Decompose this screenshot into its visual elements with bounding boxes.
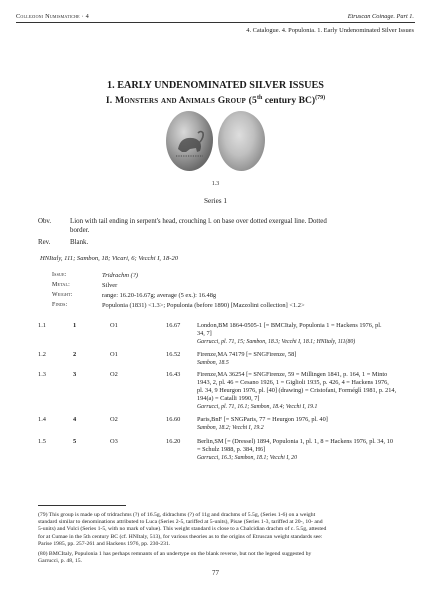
running-header-left: Collezioni Numismatiche · 4 xyxy=(16,13,89,20)
location-line: Firenze,MA 74179 [= SNGFirenze, 58] xyxy=(197,351,297,358)
page-number: 77 xyxy=(212,569,219,577)
section-title: 1. EARLY UNDENOMINATED SILVER ISSUES xyxy=(107,80,324,91)
footnote-79 xyxy=(38,512,416,548)
footnote-80 xyxy=(38,551,416,565)
obverse-text-cont: border. xyxy=(70,227,90,234)
subtitle-tail: century BC) xyxy=(262,95,316,107)
table-row-die: O1 xyxy=(110,322,118,329)
series-heading: Series 1 xyxy=(204,197,227,205)
literature-line: Garrucci, pl. 71, 16.1; Sambon, 18.4; Vecchi I, 19.1 xyxy=(197,404,318,410)
table-row-number: 1 xyxy=(73,322,77,329)
issue-value: Tridrachm (?) xyxy=(102,272,139,279)
footnote-line: for at Cumae in the 5th century BC (cf. HNItaly, 513), for various theories as to the origins of Etruscan weight standards see: xyxy=(38,533,323,540)
obverse-text: Lion with tail ending in serpent's head, crouching l. on base over dotted exergual line. Dotted xyxy=(70,218,327,225)
footnote-line: (79) This group is made up of tridrachms (?) of 16.5g, didrachms (?) of 11g and drachms of 5.5g, (Series 1-6) on a weight xyxy=(38,512,316,518)
footnote-line: Garrucci, p. 48, 15. xyxy=(38,558,83,565)
plate-label: 1.3 xyxy=(211,181,220,187)
weight-value: range: 16.20-16.67g; average (5 ex.): 16.48g xyxy=(102,292,217,299)
footnote-line: 5-units) and Vulci (Series 1-5, with no mark of value). This weight standard is close to a Chalcidian drachm of c. 5.5g, attested xyxy=(38,526,327,533)
references-line: HNItaly, 111; Sambon, 18; Vicari, 6; Vecchi I, 18-20 xyxy=(40,255,179,262)
table-row-location xyxy=(197,416,417,432)
footnote-line: Parise 1985, pp. 257-261 and Hackens 1976, pp. 230-231. xyxy=(38,540,171,547)
table-row-location xyxy=(197,438,417,462)
table-row-weight: 16.52 xyxy=(166,351,181,358)
issue-label: Issue: xyxy=(52,272,67,278)
table-row-die: O2 xyxy=(110,416,118,423)
table-row-number: 5 xyxy=(73,438,77,445)
location-line: pl. 34, 9 Heurgon 1976, pl. [40] (drawing) = Cristofani, Forméglì 1981, p. 214, xyxy=(197,387,397,394)
table-row-location xyxy=(197,351,417,367)
literature-line: Garrucci, pl. 71, 15; Sambon, 18.3; Vecchi I, 18.1; HNItaly, 111(80) xyxy=(197,339,356,345)
location-line: 34, 7] xyxy=(197,330,212,337)
table-row-id: 1.5 xyxy=(38,438,46,445)
subtitle-sup: th xyxy=(257,95,263,101)
literature-line: Sambon, 18.5 xyxy=(197,360,229,366)
reverse-label: Rev. xyxy=(38,239,51,246)
table-row-die: O2 xyxy=(110,371,118,378)
table-row-number: 2 xyxy=(73,351,77,358)
literature-line: Garrucci, 16.3; Sambon, 18.1; Vecchi I, 20 xyxy=(197,455,297,461)
finds-label: Finds: xyxy=(52,302,68,308)
section-subtitle xyxy=(0,95,431,106)
location-line: Berlin,SM [= (Dressel) 1894, Populonia 1, pl. 1, 8 = Hackens 1976, pl. 34, 10 xyxy=(197,438,393,445)
table-row-die: O3 xyxy=(110,438,118,445)
breadcrumb: 4. Catalogue. 4. Populonia. 1. Early Undenominated Silver Issues xyxy=(246,27,414,34)
footnote-rule xyxy=(38,505,126,506)
location-line: Firenze,MA 36254 [= SNGFirenze, 59 = Millingen 1841, p. 164, 1 = Minto xyxy=(197,371,388,378)
table-row-id: 1.4 xyxy=(38,416,46,423)
obverse-description xyxy=(70,217,420,235)
header-rule xyxy=(16,22,415,23)
table-row-location xyxy=(197,322,417,346)
table-row-number: 3 xyxy=(73,371,77,378)
table-row-weight: 16.20 xyxy=(166,438,181,445)
table-row-id: 1.3 xyxy=(38,371,46,378)
location-line: 194(a) = Catalli 1990, 7] xyxy=(197,395,260,402)
table-row-weight: 16.43 xyxy=(166,371,181,378)
finds-value: Populonia (1831) <1.3>; Populonia (before 1890) [Mazzolini collection] <1.2> xyxy=(102,302,305,309)
coin-obverse-image xyxy=(166,111,213,171)
table-row-id: 1.2 xyxy=(38,351,46,358)
table-row-die: O1 xyxy=(110,351,118,358)
weight-label: Weight: xyxy=(52,292,73,298)
location-line: 1943, 2, pl. 46 = Cesano 1926, 1 = Giglioli 1935, p. 426, 4 = Hackens 1976, xyxy=(197,379,389,386)
running-header-right: Etruscan Coinage. Part 1. xyxy=(347,13,414,20)
reverse-description: Blank. xyxy=(70,239,89,246)
footnote-line: standard similar to denominations attributed to Luca (Series 2-5, tariffed at 5-units), Pisae (Series 1-3, tariffed at 20-, 10- and xyxy=(38,519,323,526)
subtitle-text: I. Monsters and Animals Group (5 xyxy=(105,95,257,107)
obverse-label: Obv. xyxy=(38,218,52,225)
metal-label: Metal: xyxy=(52,282,70,288)
table-row-number: 4 xyxy=(73,416,77,423)
literature-line: Sambon, 18.2; Vecchi I, 19.2 xyxy=(197,425,264,431)
footnote-ref-79: (79) xyxy=(315,95,326,101)
table-row-location xyxy=(197,371,417,411)
location-line: Paris,BnF [= SNGParis, 77 = Heurgon 1976, pl. 40] xyxy=(197,416,328,423)
coin-reverse-image xyxy=(218,111,265,171)
footnote-line: (80) BMCItaly, Populonia 1 has perhaps remnants of an undertype on the blank reverse, but not the legend suggested by xyxy=(38,551,312,557)
metal-value: Silver xyxy=(102,282,118,289)
table-row-weight: 16.60 xyxy=(166,416,181,423)
table-row-weight: 16.67 xyxy=(166,322,181,329)
location-line: = Schulz 1988, p. 384, H6] xyxy=(197,446,266,453)
table-row-id: 1.1 xyxy=(38,322,46,329)
lion-figure-icon xyxy=(166,111,213,171)
location-line: London,BM 1864-0505-1 [= BMCItaly, Populonia 1 = Hackens 1976, pl. xyxy=(197,322,382,329)
